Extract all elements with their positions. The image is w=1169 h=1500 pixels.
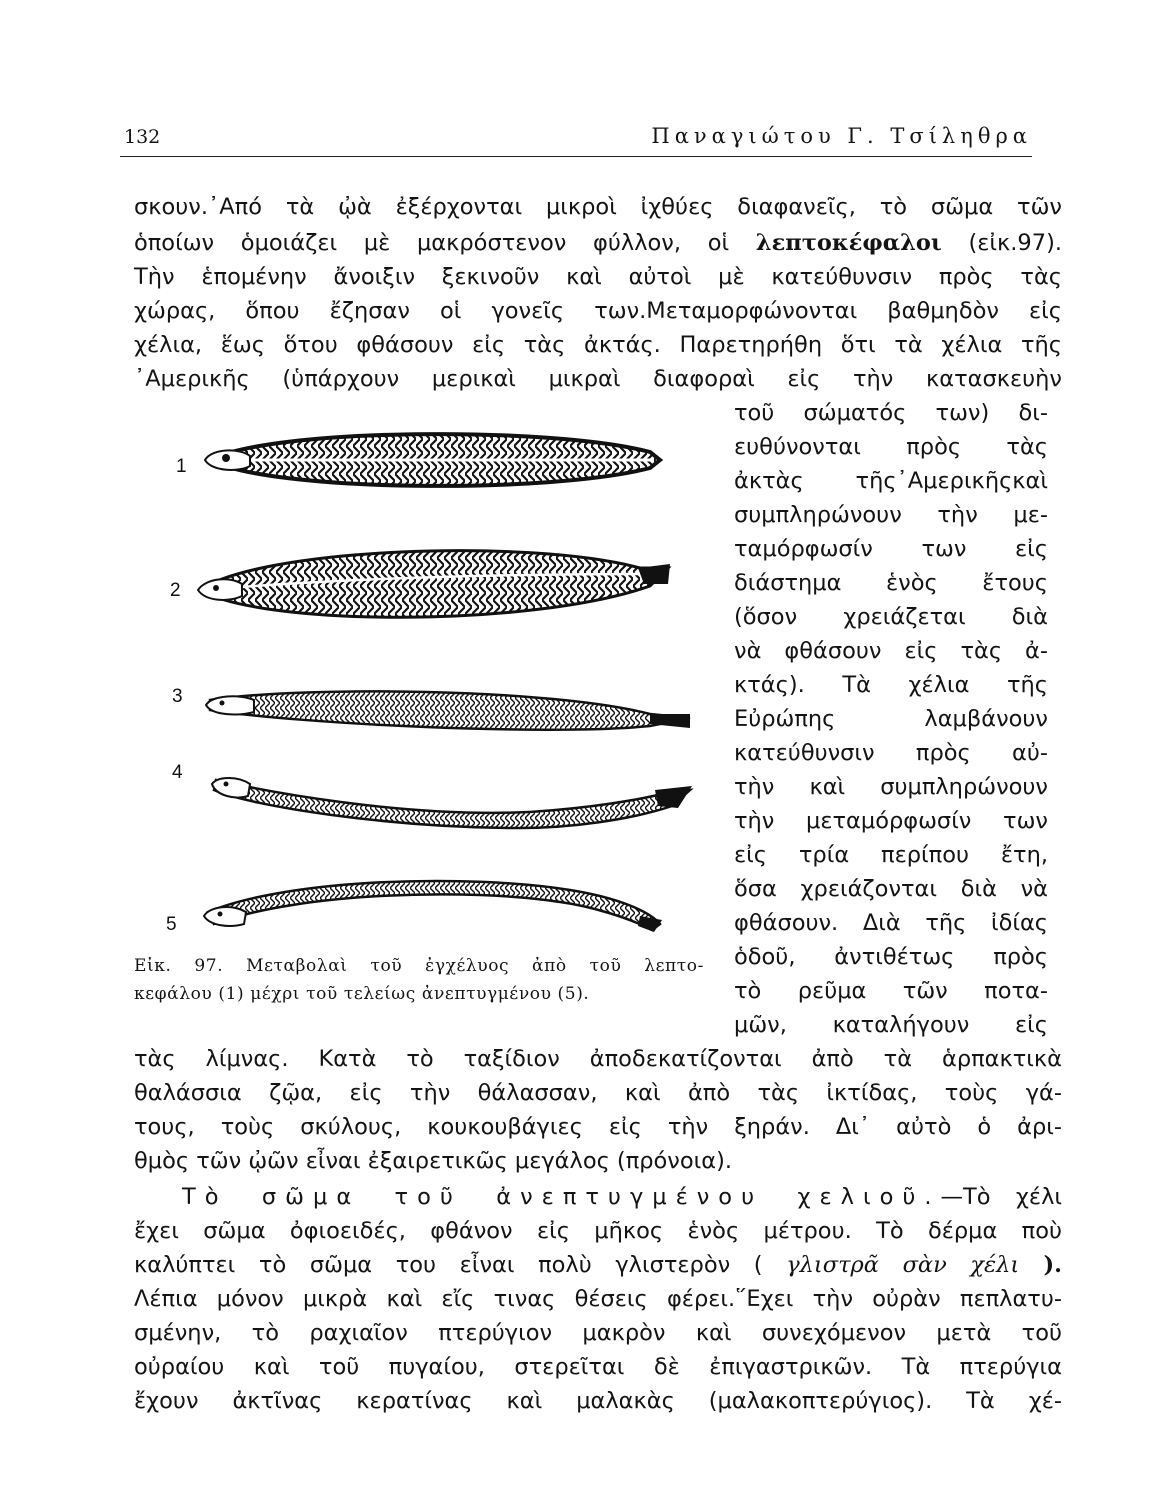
body-line: τους, τοὺς σκύλους, κουκουβάγιες εἰς τὴν ξηράν. Δι᾿ αὐτὸ ὁ ἀρι-: [134, 1114, 1062, 1140]
body-line: ὁποίων ὁμοιάζει μὲ μακρόστενον φύλλον, οἱ λεπτοκέφαλοι (εἰκ.97).: [134, 230, 1062, 256]
side-line: τοῦ σώματός των) δι-: [734, 400, 1048, 426]
side-line: νὰ φθάσουν εἰς τὰς ἀ-: [734, 638, 1048, 664]
section-heading-line: Τὸ σῶμα τοῦ ἀνεπτυγμένου χελιοῦ.—Τὸ χέλι: [182, 1184, 1063, 1210]
side-line: κατεύθυνσιν πρὸς αὐ-: [734, 740, 1048, 766]
side-line: φθάσουν. Διὰ τῆς ἰδίας: [734, 910, 1048, 936]
side-line: ὁδοῦ, ἀντιθέτως πρὸς: [734, 944, 1048, 970]
body-line: χέλια, ἕως ὅτου φθάσουν εἰς τὰς ἀκτάς. Παρετηρήθη ὅτι τὰ χέλια τῆς: [134, 332, 1062, 358]
eel-stage-1: [205, 434, 660, 486]
eel-larvae-illustration: [150, 418, 710, 938]
body-line: οὐραίου καὶ τοῦ πυγαίου, στερεῖται δὲ ἐπιγαστρικῶν. Τὰ πτερύγια: [134, 1354, 1062, 1380]
bold-term: λεπτοκέφαλοι: [755, 230, 942, 256]
side-line: ὅσα χρειάζονται διὰ νὰ: [734, 876, 1048, 902]
page-number: 132: [124, 126, 161, 148]
side-line: τὴν μεταμόρφωσίν των: [734, 808, 1048, 834]
side-line: Εὐρώπης λαμβάνουν: [734, 706, 1048, 732]
side-line: εἰς τρία περίπου ἔτη,: [734, 842, 1048, 868]
body-line: καλύπτει τὸ σῶμα του εἶναι πολὺ γλιστερὸν ( γλιστρᾶ σὰν χέλι ).: [134, 1252, 1062, 1278]
caption-line-1: Εἰκ. 97. Μεταβολαὶ τοῦ ἐγχέλυος ἀπὸ τοῦ λεπτο-: [134, 956, 704, 976]
body-line: Λέπια μόνον μικρὰ καὶ εἴς τινας θέσεις φέρει.῞Εχει τὴν οὐρὰν πεπλατυ-: [134, 1286, 1062, 1312]
side-line: συμπληρώνουν τὴν με-: [734, 502, 1048, 528]
caption-line-2: κεφάλου (1) μέχρι τοῦ τελείως ἀνεπτυγμένου (5).: [134, 984, 590, 1004]
body-line: τὰς λίμνας. Κατὰ τὸ ταξίδιον ἀποδεκατίζονται ἀπὸ τὰ ἁρπακτικὰ: [134, 1046, 1062, 1072]
figure-caption: [134, 952, 704, 1008]
figure-label-4: 4: [172, 762, 183, 783]
section-heading: Τὸ σῶμα τοῦ ἀνεπτυγμένου χελιοῦ.: [182, 1184, 941, 1210]
eel-stage-2: [198, 551, 670, 618]
eel-figure: [150, 418, 710, 938]
body-line: ἔχουν ἀκτῖνας κερατίνας καὶ μαλακὰς (μαλακοπτερύγιος). Τὰ χέ-: [134, 1388, 1062, 1414]
figure-label-2: 2: [170, 580, 181, 601]
eel-stage-5: [204, 881, 662, 932]
body-line: ᾿Αμερικῆς (ὑπάρχουν μερικαὶ μικραὶ διαφοραὶ εἰς τὴν κατασκευὴν: [134, 366, 1062, 392]
eel-stage-3: [206, 691, 690, 729]
body-line: σμένην, τὸ ραχιαῖον πτερύγιον μακρὸν καὶ συνεχόμενον μετὰ τοῦ: [134, 1320, 1062, 1346]
body-line: χώρας, ὅπου ἔζησαν οἱ γονεῖς των.Μεταμορφώνονται βαθμηδὸν εἰς: [134, 298, 1062, 324]
side-line: κτάς). Τὰ χέλια τῆς: [734, 672, 1048, 698]
body-line: θμὸς τῶν ᾠῶν εἶναι ἐξαιρετικῶς μεγάλος (πρόνοια).: [134, 1148, 733, 1174]
side-line: τὸ ρεῦμα τῶν ποτα-: [734, 978, 1048, 1004]
body-line: σκουν.᾿Από τὰ ᾠὰ ἐξέρχονται μικροὶ ἰχθύες διαφανεῖς, τὸ σῶμα τῶν: [134, 194, 1062, 220]
body-line: ἔχει σῶμα ὀφιοειδές, φθάνον εἰς μῆκος ἑνὸς μέτρου. Τὸ δέρμα ποὺ: [134, 1218, 1062, 1244]
side-line: τὴν καὶ συμπληρώνουν: [734, 774, 1048, 800]
figure-label-1: 1: [176, 456, 187, 477]
eel-stage-4: [212, 778, 692, 828]
running-head: Παναγιώτου Γ. Τσίληθρα: [651, 124, 1032, 148]
page-header: [120, 124, 1032, 157]
body-line: Τὴν ἑπομένην ἄνοιξιν ξεκινοῦν καὶ αὐτοὶ μὲ κατεύθυνσιν πρὸς τὰς: [134, 264, 1062, 290]
body-line: θαλάσσια ζῷα, εἰς τὴν θάλασσαν, καὶ ἀπὸ τὰς ἰκτίδας, τοὺς γά-: [134, 1080, 1062, 1106]
side-line: μῶν, καταλήγουν εἰς: [734, 1012, 1048, 1038]
figure-label-3: 3: [172, 686, 183, 707]
side-line: διάστημα ἑνὸς ἔτους: [734, 570, 1048, 596]
side-line: ευθύνονται πρὸς τὰς: [734, 434, 1048, 460]
side-line: ταμόρφωσίν των εἰς: [734, 536, 1048, 562]
side-line: (ὅσον χρειάζεται διὰ: [734, 604, 1048, 630]
side-line: ἀκτὰς τῆς᾿Αμερικῆςκαὶ: [734, 468, 1048, 494]
figure-label-5: 5: [166, 914, 177, 935]
italic-phrase: γλιστρᾶ σὰν χέλι: [786, 1252, 1020, 1278]
